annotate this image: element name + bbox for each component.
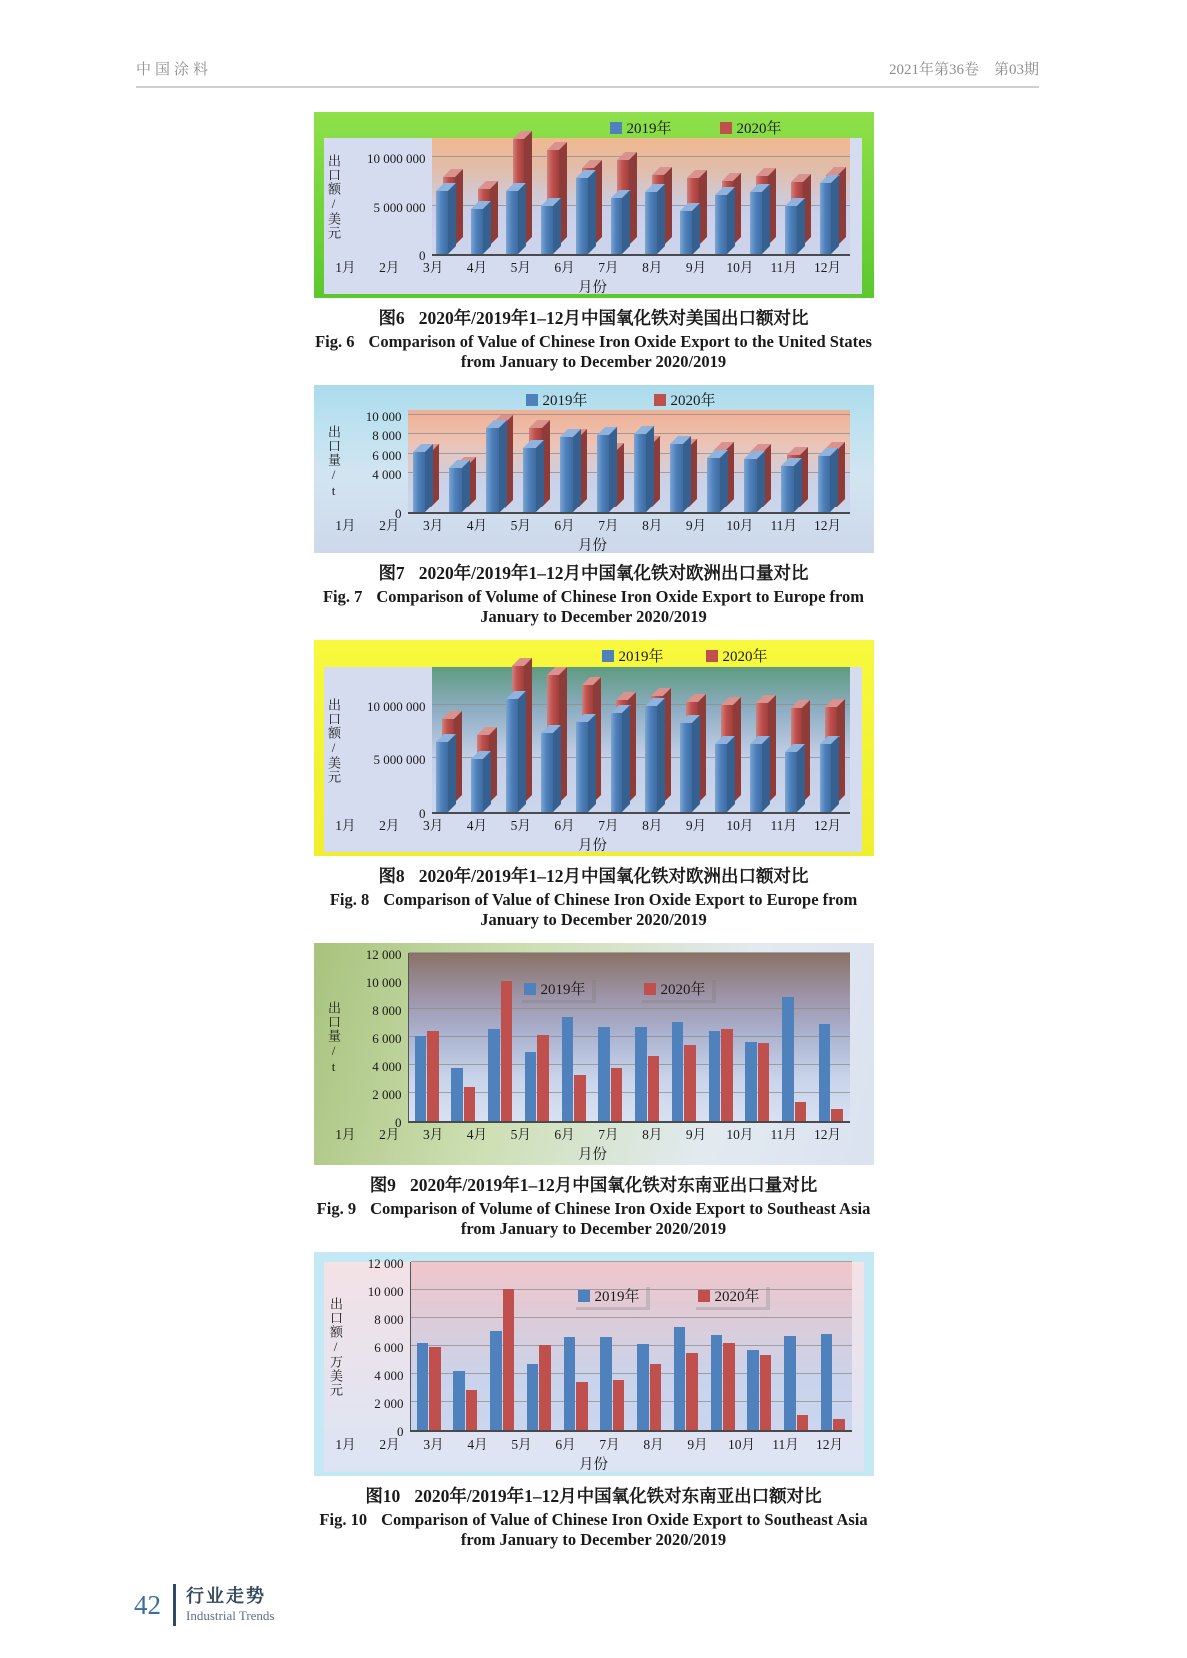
caption-label-cn: 图10 [365, 1486, 401, 1506]
x-tick-label: 9月 [685, 518, 707, 533]
y-tick-label: 6 000 [372, 1031, 402, 1046]
bar-2019 [564, 1337, 575, 1430]
y-tick-label: 10 000 [367, 1284, 404, 1299]
bar-2019 [611, 198, 623, 254]
bar-2020 [797, 1415, 808, 1430]
bar-2019 [707, 458, 720, 512]
bar-2019 [819, 1024, 830, 1121]
x-tick-label: 11月 [770, 818, 797, 833]
y-tick-label: 10 000 000 [367, 698, 426, 714]
gridline [432, 704, 850, 705]
x-tick-label: 4月 [466, 518, 488, 533]
y-axis-ticks [348, 1256, 410, 1439]
y-tick-label: 0 [397, 1424, 404, 1439]
y-tick-label: 8 000 [372, 428, 402, 444]
figure-7-caption [314, 560, 874, 627]
x-tick-label: 7月 [598, 818, 619, 833]
plot-panel [324, 408, 862, 554]
bar-2020 [539, 1345, 550, 1430]
bar-2020 [537, 1035, 548, 1121]
y-tick-label: 5 000 000 [373, 199, 426, 215]
legend-2020-swatch [644, 983, 656, 995]
y-axis-title: 出口量/t [326, 1001, 341, 1075]
bar-2019 [750, 192, 762, 254]
bar-2020 [611, 1068, 622, 1121]
y-axis-title: 出口额/美元 [326, 154, 341, 240]
x-tick-label: 7月 [598, 1127, 619, 1142]
bar-2019 [471, 209, 483, 254]
footer-divider [173, 1584, 176, 1626]
bar-2019 [711, 1335, 722, 1430]
bar-2019 [785, 752, 797, 812]
bar-2019 [576, 178, 588, 254]
legend-2019-label: 2019年 [540, 982, 586, 998]
legend-2020-swatch [720, 122, 732, 134]
x-axis-title: 月份 [578, 1147, 607, 1163]
y-tick-label: 4 000 [374, 1368, 404, 1383]
gridline [408, 433, 850, 434]
caption-text-cn: 2020年/2019年1–12月中国氧化铁对欧洲出口量对比 [418, 563, 809, 583]
y-tick-label: 8 000 [372, 1003, 402, 1018]
legend-2019-swatch [578, 1290, 590, 1302]
y-axis-ticks [344, 408, 408, 521]
bar-2019 [490, 1331, 501, 1430]
bar-2020 [613, 1380, 624, 1430]
legend-2019-swatch [610, 122, 622, 134]
bar-2020 [503, 1289, 514, 1430]
figure-6 [314, 112, 874, 372]
y-axis-ticks [344, 667, 432, 821]
y-tick-label: 12 000 [367, 1256, 404, 1271]
figure-10-chart [314, 1252, 874, 1476]
y-tick-label: 6 000 [374, 1340, 404, 1355]
caption-label-en: Fig. 10 [319, 1510, 368, 1529]
caption-text-cn: 2020年/2019年1–12月中国氧化铁对东南亚出口量对比 [409, 1175, 818, 1195]
x-tick-label: 2月 [379, 1436, 400, 1452]
x-tick-label: 4月 [466, 818, 488, 833]
caption-label-cn: 图7 [378, 563, 405, 583]
bar-2019 [680, 211, 692, 255]
legend-2019-label: 2019年 [542, 393, 588, 409]
bar-2019 [709, 1031, 720, 1121]
bar-2019 [523, 448, 536, 512]
figure-9-chart [314, 943, 874, 1165]
x-tick-label: 11月 [770, 518, 797, 533]
bar-2020 [684, 1045, 695, 1121]
footer-section-cn: 行业走势 [186, 1586, 266, 1607]
x-tick-label: 8月 [642, 818, 663, 833]
x-tick-label: 3月 [422, 818, 444, 833]
x-tick-label: 12月 [814, 260, 842, 275]
bar-2019 [471, 759, 483, 812]
bar-2019 [598, 1027, 609, 1122]
chart-legend [610, 117, 782, 138]
x-tick-label: 9月 [685, 818, 707, 833]
bar-2019 [635, 1027, 646, 1121]
y-axis-ticks [344, 138, 432, 263]
figure-7 [314, 385, 874, 627]
legend-2020-label: 2020年 [660, 982, 706, 998]
figure-7-chart [314, 385, 874, 553]
bar-2019 [634, 434, 647, 512]
bar-2019 [525, 1052, 536, 1121]
chart-legend [572, 1284, 766, 1307]
bar-2019 [451, 1068, 462, 1121]
legend-2020-label: 2020年 [722, 649, 768, 665]
x-tick-label: 5月 [511, 1436, 532, 1452]
caption-label-en: Fig. 7 [322, 587, 363, 606]
bar-2019 [818, 456, 831, 512]
x-tick-label: 11月 [770, 260, 797, 275]
x-tick-label: 1月 [335, 260, 356, 275]
x-tick-label: 4月 [466, 260, 488, 275]
y-tick-label: 0 [419, 248, 426, 263]
x-tick-label: 4月 [466, 1127, 488, 1142]
bar-2019 [781, 466, 794, 512]
x-axis-ticks [324, 814, 850, 834]
x-tick-label: 10月 [728, 1436, 755, 1452]
y-tick-label: 10 000 [365, 975, 402, 990]
legend-2019-swatch [602, 650, 614, 662]
plot-panel [324, 667, 862, 852]
x-tick-label: 10月 [726, 1127, 754, 1142]
bar-2019 [449, 468, 462, 512]
bar-2020 [723, 1343, 734, 1431]
bar-2019 [436, 191, 448, 254]
bar-2020 [648, 1056, 659, 1121]
y-tick-label: 12 000 [365, 947, 402, 962]
legend-2019-label: 2019年 [626, 121, 672, 137]
bar-2020 [686, 1353, 697, 1430]
bar-2019 [784, 1336, 795, 1430]
bar-2020 [721, 1029, 732, 1121]
issue-info: 2021年第36卷 第03期 [888, 62, 1039, 78]
y-tick-label: 0 [419, 806, 426, 821]
caption-text-en: Comparison of Volume of Chinese Iron Oxide Export to Europe from January to December 2020/2019 [376, 587, 865, 626]
legend-2020-swatch [698, 1290, 710, 1302]
bar-2019 [820, 183, 832, 254]
x-tick-label: 12月 [814, 818, 842, 833]
caption-text-en: Comparison of Volume of Chinese Iron Oxide Export to Southeast Asia from January to December 2020/2019 [370, 1199, 871, 1238]
x-tick-label: 12月 [816, 1436, 843, 1452]
bar-2020 [576, 1382, 587, 1430]
bar-2019 [453, 1371, 464, 1430]
caption-label-en: Fig. 6 [315, 332, 355, 351]
chart-legend [602, 645, 768, 666]
bar-2020 [758, 1043, 769, 1121]
bar-2019 [541, 206, 553, 254]
gridline [408, 453, 850, 454]
figure-9-caption [314, 1172, 874, 1239]
caption-label-cn: 图9 [369, 1175, 396, 1195]
legend-2019-swatch [524, 983, 536, 995]
caption-label-cn: 图8 [378, 866, 405, 886]
gridline [411, 1317, 852, 1318]
bar-2019 [637, 1344, 648, 1430]
bar-2019 [715, 744, 727, 812]
chart-legend [526, 389, 716, 410]
x-tick-label: 2月 [379, 818, 400, 833]
figure-10-caption [314, 1483, 874, 1550]
bar-2019 [436, 742, 448, 812]
x-tick-label: 3月 [422, 1127, 444, 1142]
x-axis-title: 月份 [578, 280, 607, 296]
bar-2019 [715, 195, 727, 254]
page-number: 42 [134, 1589, 161, 1620]
x-tick-label: 3月 [423, 1436, 444, 1452]
y-tick-label: 4 000 [372, 467, 402, 483]
legend-2020-label: 2020年 [736, 121, 782, 137]
bar-2019 [417, 1343, 428, 1431]
x-tick-label: 2月 [379, 260, 400, 275]
y-tick-label: 0 [395, 506, 402, 521]
bar-2019 [506, 191, 518, 254]
legend-2020-swatch [654, 394, 666, 406]
x-tick-label: 10月 [726, 260, 754, 275]
x-tick-label: 8月 [642, 1127, 663, 1142]
y-tick-label: 10 000 [365, 408, 402, 424]
bar-2020 [795, 1102, 806, 1121]
x-tick-label: 5月 [510, 518, 531, 533]
x-tick-label: 5月 [510, 260, 531, 275]
bar-2019 [611, 713, 623, 812]
legend-2019-label: 2019年 [618, 649, 664, 665]
x-tick-label: 5月 [510, 1127, 531, 1142]
x-tick-label: 6月 [555, 1436, 576, 1452]
x-tick-label: 11月 [772, 1436, 799, 1452]
bar-2020 [831, 1109, 842, 1121]
x-tick-label: 6月 [554, 818, 575, 833]
x-tick-label: 6月 [554, 1127, 575, 1142]
bar-2020 [833, 1419, 844, 1430]
caption-text-cn: 2020年/2019年1–12月中国氧化铁对美国出口额对比 [418, 308, 809, 328]
plot-panel [324, 138, 862, 294]
y-tick-label: 2 000 [374, 1396, 404, 1411]
y-axis-ticks [344, 947, 408, 1130]
chart-legend [518, 977, 712, 1000]
bar-2019 [821, 1334, 832, 1430]
x-tick-label: 12月 [814, 1127, 842, 1142]
x-tick-label: 4月 [467, 1436, 488, 1452]
x-tick-label: 12月 [814, 518, 842, 533]
bar-2020 [760, 1355, 771, 1430]
x-axis-ticks [324, 514, 850, 534]
bar-2019 [560, 437, 573, 512]
bar-2019 [597, 435, 610, 512]
legend-2020-swatch [706, 650, 718, 662]
y-tick-label: 0 [395, 1115, 402, 1130]
x-tick-label: 9月 [685, 260, 707, 275]
bar-2019 [782, 997, 793, 1121]
bar-2019 [527, 1364, 538, 1431]
bar-2020 [466, 1390, 477, 1430]
figure-6-chart [314, 112, 874, 298]
x-tick-label: 9月 [685, 1127, 707, 1142]
bar-2020 [574, 1075, 585, 1121]
y-tick-label: 5 000 000 [373, 752, 426, 768]
x-tick-label: 1月 [335, 518, 356, 533]
x-tick-label: 9月 [687, 1436, 708, 1452]
x-tick-label: 6月 [554, 518, 575, 533]
x-tick-label: 7月 [598, 260, 619, 275]
bar-2019 [680, 723, 692, 812]
bar-2019 [820, 744, 832, 812]
caption-text-en: Comparison of Value of Chinese Iron Oxide Export to the United States from January to December 2020/2019 [368, 332, 872, 371]
bar-2019 [785, 206, 797, 254]
plot-area [408, 410, 850, 514]
bar-2019 [562, 1017, 573, 1121]
caption-label-en: Fig. 9 [316, 1199, 357, 1218]
figure-8 [314, 640, 874, 930]
bar-2019 [672, 1022, 683, 1121]
bar-2019 [645, 706, 657, 812]
caption-text-cn: 2020年/2019年1–12月中国氧化铁对欧洲出口额对比 [418, 866, 809, 886]
x-tick-label: 11月 [770, 1127, 797, 1142]
y-axis-title: 出口额/万美元 [328, 1297, 343, 1397]
bar-2019 [506, 699, 518, 812]
y-tick-label: 6 000 [372, 447, 402, 463]
bar-2019 [645, 192, 657, 254]
x-axis-title: 月份 [578, 838, 607, 854]
plot-area [432, 138, 850, 256]
bar-2019 [745, 1042, 756, 1121]
y-axis-title: 出口量/t [326, 425, 341, 499]
bar-2019 [415, 1036, 426, 1121]
bar-2019 [541, 733, 553, 812]
bar-2020 [501, 981, 512, 1121]
x-axis-ticks [324, 256, 850, 276]
y-tick-label: 10 000 000 [367, 151, 426, 167]
bar-2019 [486, 428, 499, 513]
page-header [136, 58, 1039, 88]
x-tick-label: 2月 [379, 518, 400, 533]
caption-text-cn: 2020年/2019年1–12月中国氧化铁对东南亚出口额对比 [414, 1486, 822, 1506]
x-axis-ticks [324, 1123, 850, 1143]
page-footer [134, 1584, 1187, 1626]
bar-2020 [650, 1364, 661, 1431]
caption-text-en: Comparison of Value of Chinese Iron Oxide Export to Southeast Asia from January to December 2020/2019 [381, 1510, 868, 1549]
bar-2020 [429, 1347, 440, 1430]
x-tick-label: 8月 [642, 518, 663, 533]
x-tick-label: 8月 [643, 1436, 664, 1452]
x-tick-label: 5月 [510, 818, 531, 833]
bar-2019 [674, 1327, 685, 1430]
x-axis-title: 月份 [578, 538, 607, 554]
bar-2020 [464, 1087, 475, 1121]
journal-title: 中国涂料 [136, 62, 213, 78]
caption-label-en: Fig. 8 [329, 890, 370, 909]
bar-2019 [600, 1337, 611, 1430]
plot-area [432, 667, 850, 814]
figure-8-caption [314, 863, 874, 930]
x-tick-label: 6月 [554, 260, 575, 275]
legend-2019-label: 2019年 [594, 1289, 640, 1305]
figure-6-caption [314, 305, 874, 372]
legend-2019-swatch [526, 394, 538, 406]
x-tick-label: 1月 [335, 818, 356, 833]
gridline [411, 1261, 852, 1262]
x-axis-title: 月份 [579, 1457, 608, 1473]
gridline [409, 952, 850, 953]
y-tick-label: 4 000 [372, 1059, 402, 1074]
x-tick-label: 7月 [599, 1436, 620, 1452]
footer-section-en: Industrial Trends [186, 1608, 275, 1623]
charts-column [0, 112, 1187, 1550]
bar-2019 [670, 444, 683, 512]
x-tick-label: 3月 [422, 260, 444, 275]
bar-2019 [744, 459, 757, 512]
x-tick-label: 10月 [726, 518, 754, 533]
legend-2020-label: 2020年 [670, 393, 716, 409]
bar-2019 [747, 1350, 758, 1430]
x-tick-label: 8月 [642, 260, 663, 275]
x-tick-label: 1月 [335, 1127, 356, 1142]
legend-2020-label: 2020年 [714, 1289, 760, 1305]
x-tick-label: 7月 [598, 518, 619, 533]
y-tick-label: 2 000 [372, 1087, 402, 1102]
x-tick-label: 2月 [379, 1127, 400, 1142]
bar-2020 [427, 1031, 438, 1121]
y-axis-title: 出口额/美元 [326, 697, 341, 784]
caption-label-cn: 图6 [378, 308, 405, 328]
caption-text-en: Comparison of Value of Chinese Iron Oxide Export to Europe from January to December 2020/2019 [383, 890, 858, 929]
x-tick-label: 1月 [335, 1436, 356, 1452]
gridline [408, 414, 850, 415]
y-tick-label: 8 000 [374, 1312, 404, 1327]
figure-8-chart [314, 640, 874, 856]
bar-2019 [750, 744, 762, 812]
x-tick-label: 10月 [726, 818, 754, 833]
bar-2019 [413, 452, 426, 512]
bar-2019 [488, 1029, 499, 1121]
figure-10 [314, 1252, 874, 1550]
figure-9 [314, 943, 874, 1239]
bar-2019 [576, 722, 588, 812]
gridline [432, 156, 850, 157]
x-tick-label: 3月 [422, 518, 444, 533]
